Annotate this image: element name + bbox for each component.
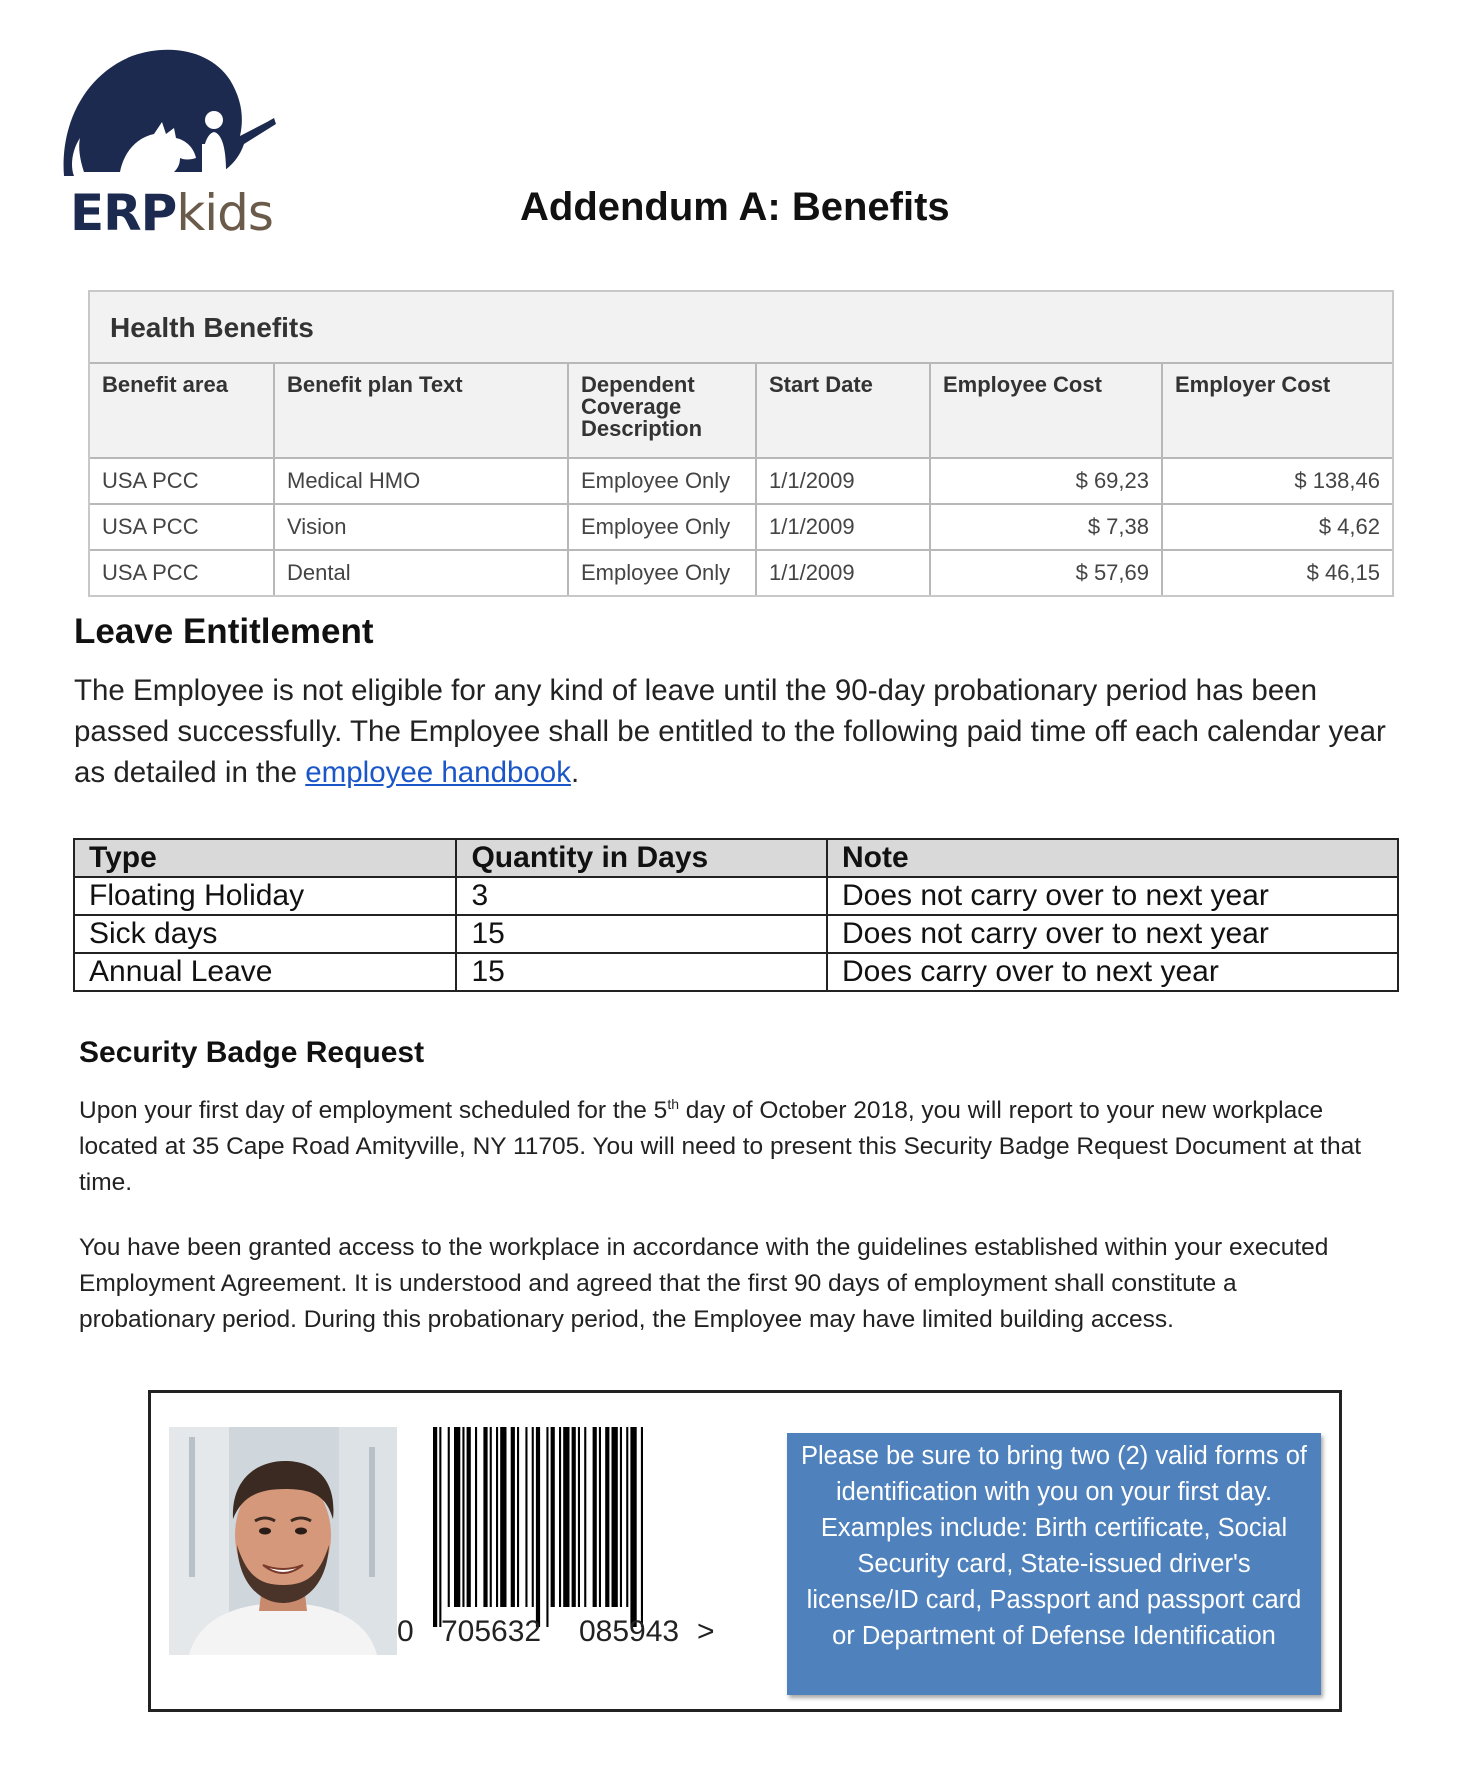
identification-notice: Please be sure to bring two (2) valid forms of identification with you on your first day. Examples include: Birth certificate, Social Security card, State-issued driver's license/ID card, Passport and passport card or Department of Defense Identification	[787, 1433, 1321, 1695]
barcode: 0 705632 085943 >	[431, 1427, 711, 1657]
table-row	[74, 915, 1398, 953]
table-cell: $ 57,69	[930, 550, 1162, 595]
column-header: Note	[827, 839, 1398, 877]
table-cell: USA PCC	[90, 458, 274, 504]
table-header-row	[90, 364, 1392, 458]
table-cell: Sick days	[74, 915, 456, 953]
security-badge-paragraph-2: You have been granted access to the workplace in accordance with the guidelines established within your executed Employment Agreement. It is understood and agreed that the first 90 days of employment shall constitute a probationary period. During this probationary period, the Employee may have limited building access.	[79, 1234, 1329, 1333]
barcode-bar	[593, 1427, 597, 1607]
table-cell: Employee Only	[568, 550, 756, 595]
column-header: Employee Cost	[930, 364, 1162, 458]
security-badge-heading: Security Badge Request	[79, 1036, 425, 1069]
table-row	[74, 953, 1398, 991]
barcode-bar	[467, 1427, 471, 1607]
barcode-bar	[462, 1427, 464, 1607]
health-benefits-caption: Health Benefits	[90, 292, 1392, 364]
security-badge-paragraph-1: Upon your first day of employment scheduled for the 5th day of October 2018, you will report to your new workplace located at 35 Cape Road Amityville, NY 11705. You will need to present this Security Badge Request Document at that time.	[79, 1096, 1362, 1197]
table-cell: USA PCC	[90, 504, 274, 550]
column-header: Dependent Coverage Description	[568, 364, 756, 458]
barcode-bar	[490, 1427, 492, 1607]
barcode-bar	[605, 1427, 609, 1607]
table-cell: 1/1/2009	[756, 458, 930, 504]
table-cell: 1/1/2009	[756, 504, 930, 550]
barcode-bar	[517, 1427, 519, 1607]
table-cell: Dental	[274, 550, 568, 595]
table-row	[74, 877, 1398, 915]
barcode-bar	[584, 1427, 586, 1607]
leave-table	[73, 838, 1399, 992]
barcode-bar	[536, 1427, 540, 1627]
barcode-bar	[563, 1427, 569, 1607]
table-cell: Does not carry over to next year	[827, 877, 1398, 915]
barcode-bar	[572, 1427, 576, 1607]
barcode-bar	[599, 1427, 601, 1607]
table-cell: Medical HMO	[274, 458, 568, 504]
table-cell: Annual Leave	[74, 953, 456, 991]
column-header: Benefit plan Text	[274, 364, 568, 458]
barcode-bar	[612, 1427, 618, 1607]
barcode-bar	[532, 1427, 534, 1607]
elephant-logo-icon	[62, 48, 292, 188]
barcode-bar	[546, 1427, 548, 1627]
employee-handbook-link[interactable]: employee handbook	[305, 756, 571, 789]
leave-entitlement-text: The Employee is not eligible for any kind of leave until the 90-day probationary period has been passed successfully. The Employee shall be entitled to the following paid time off each calendar year as detailed in the employee handbook.	[74, 674, 1386, 789]
column-header: Employer Cost	[1162, 364, 1392, 458]
barcode-bar	[439, 1427, 441, 1627]
table-cell: USA PCC	[90, 550, 274, 595]
barcode-bar	[630, 1427, 636, 1627]
column-header: Type	[74, 839, 456, 877]
barcode-bar	[433, 1427, 437, 1627]
barcode-bar	[525, 1427, 527, 1607]
employee-photo	[169, 1427, 397, 1655]
column-header: Start Date	[756, 364, 930, 458]
table-row	[90, 504, 1392, 550]
table-cell: 3	[456, 877, 827, 915]
barcode-bar	[500, 1427, 506, 1607]
table-cell: Does carry over to next year	[827, 953, 1398, 991]
table-row	[90, 550, 1392, 595]
table-cell: $ 138,46	[1162, 458, 1392, 504]
barcode-bar	[578, 1427, 580, 1607]
column-header: Quantity in Days	[456, 839, 827, 877]
table-cell: Floating Holiday	[74, 877, 456, 915]
table-cell: $ 7,38	[930, 504, 1162, 550]
column-header: Benefit area	[90, 364, 274, 458]
table-cell: $ 46,15	[1306, 560, 1380, 585]
barcode-bars	[431, 1427, 711, 1627]
leave-entitlement-heading: Leave Entitlement	[74, 612, 374, 651]
barcode-bar	[448, 1427, 450, 1607]
barcode-bar	[496, 1427, 498, 1607]
table-cell: Vision	[274, 504, 568, 550]
table-header-row	[74, 839, 1398, 877]
table-cell: Does not carry over to next year	[827, 915, 1398, 953]
barcode-bar	[620, 1427, 622, 1607]
table-cell: 15	[456, 953, 827, 991]
barcode-bar	[454, 1427, 460, 1607]
barcode-bar	[483, 1427, 487, 1607]
barcode-bar	[641, 1427, 643, 1627]
document-title: Addendum A: Benefits	[520, 185, 950, 229]
barcode-bar	[475, 1427, 477, 1607]
barcode-bar	[626, 1427, 628, 1607]
table-cell: 1/1/2009	[756, 550, 930, 595]
barcode-bar	[551, 1427, 555, 1607]
barcode-bar	[511, 1427, 515, 1607]
barcode-bar	[559, 1427, 561, 1607]
table-cell: $ 69,23	[930, 458, 1162, 504]
erpkids-logo	[62, 48, 292, 242]
table-cell: 15	[456, 915, 827, 953]
table-cell: $ 4,62	[1162, 504, 1392, 550]
table-cell: Employee Only	[568, 458, 756, 504]
table-cell: Employee Only	[568, 504, 756, 550]
table-row	[90, 458, 1392, 504]
security-badge-card	[148, 1390, 1342, 1712]
logo-wordmark: ERPkids	[70, 184, 273, 242]
health-benefits-table	[88, 290, 1394, 597]
